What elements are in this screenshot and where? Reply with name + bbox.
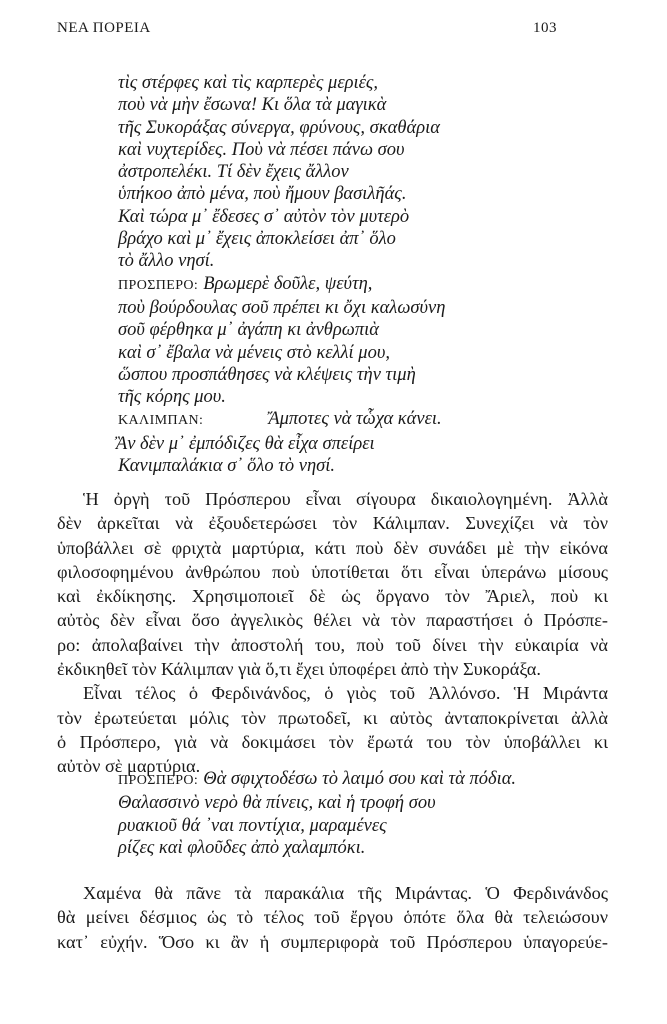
running-title: ΝΕΑ ΠΟΡΕΙΑ [57, 20, 151, 36]
prose-paragraph-1 [57, 487, 608, 779]
text-line: Χαμένα θὰ πᾶνε τὰ παρακάλια τῆς Μιράντας. Ὁ Φερδινάνδος [83, 883, 608, 903]
text-line: φιλοσοφημένου ἀνθρώπου ποὺ ὑποτίθεται ὅτι εἶναι ὑπεράνω μίσους [57, 561, 608, 582]
verse-line: ὑπήκοο ἀπὸ μένα, ποὺ ἤμουν βασιλῆάς. [118, 184, 407, 205]
text-line: ὑποβάλλει σὲ φριχτὰ μαρτύρια, κάτι ποὺ δὲν συνάδει μὲ τὴν εἰκόνα [57, 537, 608, 558]
verse-block-1 [115, 72, 598, 477]
verse-line: σοῦ φέρθηκα μ᾿ ἀγάπη κι ἀνθρωπιὰ [118, 320, 379, 341]
text-line: ρο: ἀπολαβαίνει τὴν ἀποστολή του, ποὺ τοῦ δίνει τὴν εὐκαιρία νὰ [57, 634, 608, 655]
text-line: αὐτὸς δὲν εἶναι ὅσο ἀγγελικὸς θέλει νὰ τὸν παραστήσει ὁ Πρόσπε- [57, 610, 608, 631]
text-line: καὶ ἐκδίκησης. Χρησιμοποιεῖ δὲ ὡς ὄργανο τὸν Ἄριελ, ποὺ κι [57, 586, 608, 607]
page-header [57, 20, 557, 37]
paragraph [57, 881, 608, 954]
text-line: τὸν ἐρωτεύεται μόλις τὸν πρωτοδεῖ, κι αὐτὸς ἀνταποκρίνεται ἀλλὰ [57, 707, 608, 728]
verse-line: καὶ σ᾿ ἔβαλα νὰ μένεις στὸ κελλί μου, [118, 342, 390, 363]
verse-line: ποὺ βούρδουλας σοῦ πρέπει κι ὄχι καλωσύνη [118, 297, 446, 318]
verse-line: καὶ νυχτερίδες. Ποὺ νὰ πέσει πάνω σου [118, 139, 405, 160]
text-line: θὰ μείνει δέσμιος ὡς τὸ τέλος τοῦ ἔργου ὁπότε ὅλα θὰ τελειώσουν [57, 907, 608, 928]
verse-line: Κανιμπαλάκια σ᾿ ὅλο τὸ νησί. [118, 456, 336, 477]
verse-line: ποὺ νὰ μὴν ἔσωνα! Κι ὅλα τὰ μαγικὰ [118, 95, 387, 116]
text-line: Ἡ ὀργὴ τοῦ Πρόσπερου εἶναι σίγουρα δικαιολογημένη. Ἀλλὰ [83, 489, 608, 509]
verse-text: Ἄμποτες νὰ τὧχα κάνει. [268, 409, 442, 430]
verse-line: βράχο καὶ μ᾿ ἔχεις ἀποκλείσει ἀπ᾿ ὅλο [118, 229, 396, 250]
paragraph [57, 487, 608, 681]
verse-text: Βρωμερὲ δοῦλε, ψεύτη, [203, 273, 373, 294]
speaker-prospero: ΠΡΟΣΠΕΡΟ: [118, 773, 199, 788]
speaker-caliban: ΚΑΛΙΜΠΑΝ: [118, 413, 204, 429]
verse-line: ὥσπου προσπάθησες νὰ κλέψεις τὴν τιμὴ [118, 364, 416, 385]
paragraph [57, 681, 608, 778]
text-line: αὐτὸν σὲ μαρτύρια. [57, 756, 201, 777]
page-number: 103 [533, 20, 557, 36]
verse-line: τῆς Συκοράξας σύνεργα, φρύνους, σκαθάρια [118, 117, 440, 138]
text-line: κατ᾿ εὐχήν. Ὅσο κι ἂν ἡ συμπεριφορὰ τοῦ Πρόσπερου ὑπαγορεύε- [57, 931, 608, 952]
verse-text: Θὰ σφιχτοδέσω τὸ λαιμό σου καὶ τὰ πόδια. [203, 769, 517, 789]
prose-paragraph-3 [57, 881, 608, 954]
verse-line: ἀστροπελέκι. Τί δὲν ἔχεις ἄλλον [118, 162, 349, 183]
speaker-prospero: ΠΡΟΣΠΕΡΟ: [118, 277, 199, 293]
verse-line: τὶς στέρφες καὶ τὶς καρπερὲς μεριές, [118, 73, 379, 93]
text-line: ἐκδικηθεῖ τὸν Κάλιμπαν γιὰ ὅ,τι ἔχει ὑποφέρει ἀπὸ τὴν Συκοράξα. [57, 659, 541, 680]
verse-line: Καὶ τώρα μ᾿ ἔδεσες σ᾿ αὐτὸν τὸν μυτερὸ [118, 206, 410, 227]
text-line: Εἶναι τέλος ὁ Φερδινάνδος, ὁ γιὸς τοῦ Ἀλλόνσο. Ἡ Μιράντα [83, 683, 608, 704]
verse-line: ρίζες καὶ φλοῦδες ἀπὸ χαλαμπόκι. [118, 837, 366, 858]
verse-line: τὸ ἄλλο νησί. [118, 251, 215, 272]
verse-line: τῆς κόρης μου. [118, 387, 226, 408]
verse-line: ρυακιοῦ θά ᾿ναι ποντίχια, μαραμένες [118, 815, 387, 836]
text-line: δὲν ἀρκεῖται νὰ ἐξουδετερώσει τὸν Κάλιμπαν. Συνεχίζει νὰ τὸν [57, 513, 608, 534]
verse-line: Θαλασσινὸ νερὸ θὰ πίνεις, καὶ ἡ τροφή σου [118, 793, 436, 814]
speech-line [118, 768, 598, 792]
verse-block-2 [118, 768, 598, 859]
verse-line: Ἂν δὲν μ᾿ ἐμπόδιζες θὰ εἶχα σπείρει [115, 433, 375, 454]
text-line: ὁ Πρόσπερο, γιὰ νὰ δοκιμάσει τὸν ἔρωτά του τὸν ὑποβάλλει κι [57, 731, 608, 752]
speech-line [118, 273, 598, 297]
speech-line [118, 408, 598, 432]
